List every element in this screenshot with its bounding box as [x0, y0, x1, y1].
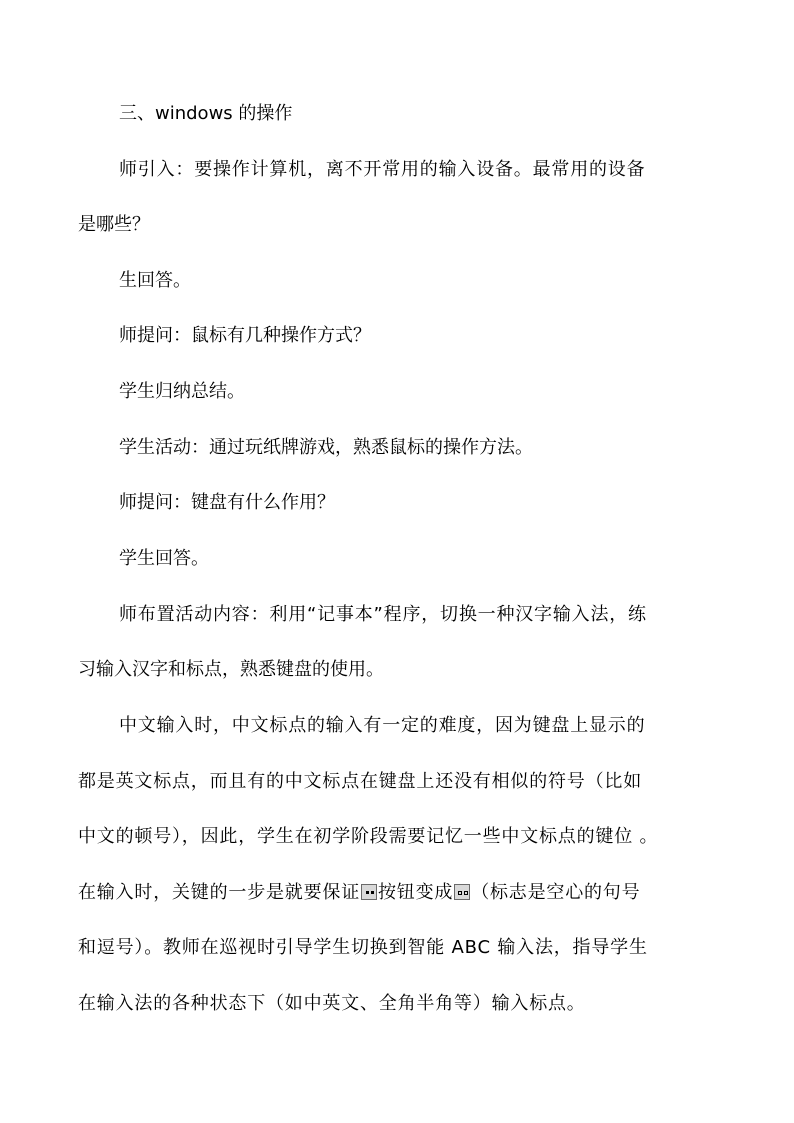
paragraph-2: 生回答。 — [119, 270, 191, 291]
paragraph-6: 师提问：键盘有什么作用？ — [119, 492, 335, 513]
line-4-text-a: 在输入时，关键的一步是就要保证 — [78, 882, 360, 903]
paragraph-9-line-3: 中文的顿号），因此，学生在初学阶段需要记忆一些中文标点的键位 。 — [78, 826, 659, 847]
paragraph-8-line-2: 习输入汉字和标点，熟悉键盘的使用。 — [78, 659, 384, 680]
paragraph-7: 学生回答。 — [119, 548, 209, 569]
paragraph-9-line-2: 都是英文标点，而且有的中文标点在键盘上还没有相似的符号（比如 — [78, 771, 642, 792]
paragraph-5: 学生活动：通过玩纸牌游戏，熟悉鼠标的操作方法。 — [119, 437, 533, 458]
section-heading: 三、windows 的操作 — [119, 103, 293, 124]
paragraph-1-line-1: 师引入：要操作计算机，离不开常用的输入设备。最常用的设备 — [119, 159, 646, 180]
line-4-text-c: （标志是空心的句号 — [471, 882, 641, 903]
paragraph-9-line-5: 和逗号）。教师在巡视时引导学生切换到智能 ABC 输入法，指导学生 — [78, 937, 648, 958]
paragraph-8-line-1: 师布置活动内容：利用“记事本”程序，切换一种汉字输入法，练 — [119, 604, 647, 625]
paragraph-4: 学生归纳总结。 — [119, 381, 245, 402]
chinese-punctuation-icon — [454, 884, 470, 900]
paragraph-1-line-2: 是哪些？ — [78, 214, 150, 235]
paragraph-9-line-4 — [78, 881, 640, 905]
paragraph-9-line-6: 在输入法的各种状态下（如中英文、全角半角等）输入标点。 — [78, 993, 586, 1014]
paragraph-3: 师提问：鼠标有几种操作方式？ — [119, 325, 371, 346]
english-punctuation-icon — [361, 884, 377, 900]
line-4-text-b: 按钮变成 — [378, 882, 454, 903]
paragraph-9-line-1: 中文输入时，中文标点的输入有一定的难度，因为键盘上显示的 — [119, 715, 646, 736]
